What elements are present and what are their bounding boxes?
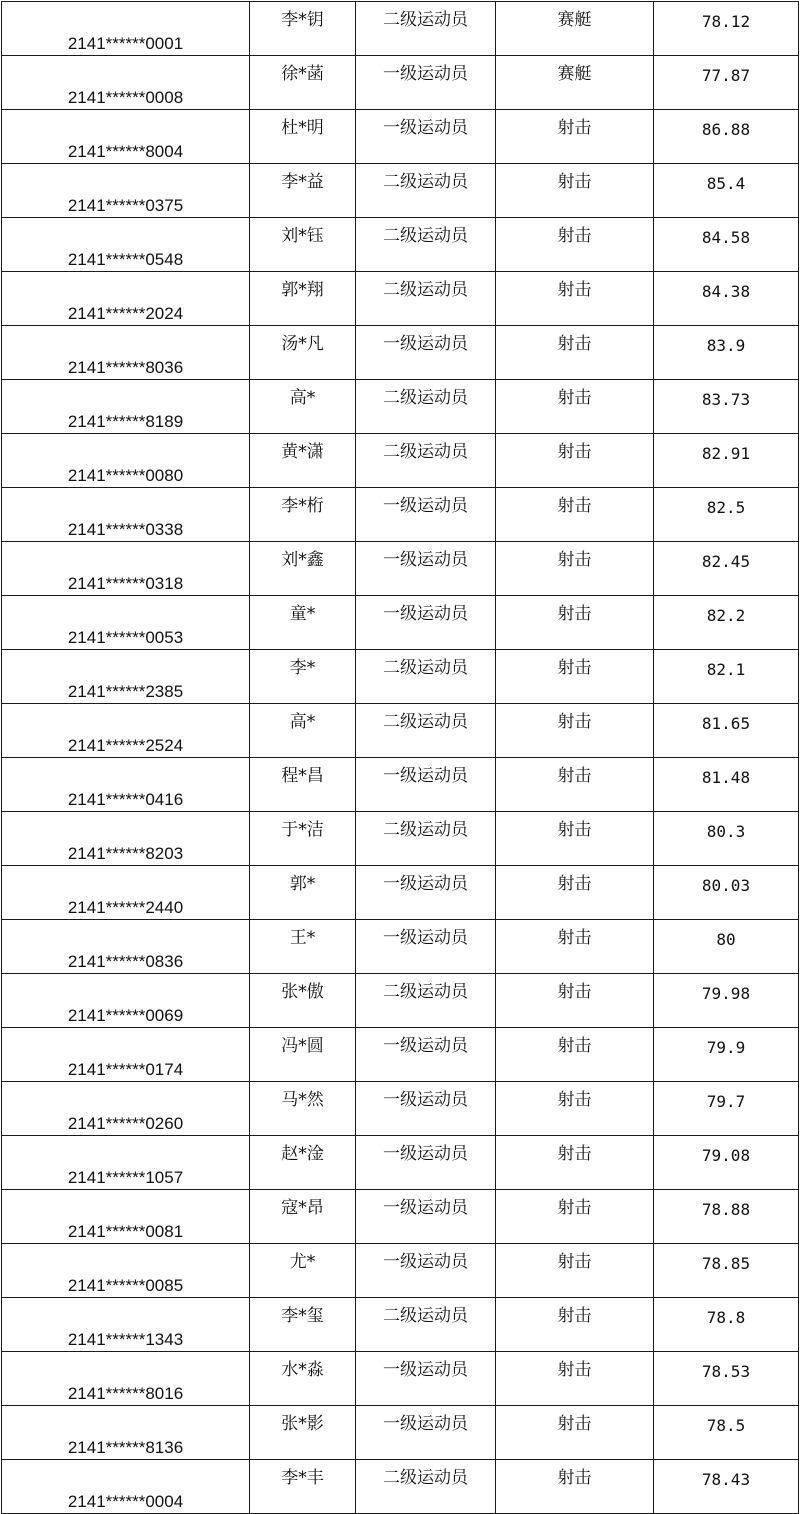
candidate-id-cell: 2141******0069 [2, 974, 250, 1028]
sport-event-cell: 射击 [496, 1244, 654, 1298]
table-row [2, 2, 799, 56]
athlete-name-cell: 杜*明 [250, 110, 356, 164]
score-cell: 78.88 [654, 1190, 799, 1244]
candidate-id-cell: 2141******0318 [2, 542, 250, 596]
table-row [2, 596, 799, 650]
sport-event-cell: 赛艇 [496, 56, 654, 110]
score-cell: 81.48 [654, 758, 799, 812]
table-row [2, 542, 799, 596]
score-cell: 79.98 [654, 974, 799, 1028]
table-row [2, 56, 799, 110]
table-row [2, 758, 799, 812]
athlete-level-cell: 二级运动员 [356, 434, 496, 488]
sport-event-cell: 射击 [496, 1406, 654, 1460]
table-row [2, 164, 799, 218]
athlete-level-cell: 一级运动员 [356, 866, 496, 920]
athlete-name-cell: 刘*鑫 [250, 542, 356, 596]
score-cell: 82.2 [654, 596, 799, 650]
athlete-name-cell: 郭* [250, 866, 356, 920]
athlete-level-cell: 二级运动员 [356, 164, 496, 218]
athlete-level-cell: 一级运动员 [356, 542, 496, 596]
sport-event-cell: 射击 [496, 272, 654, 326]
candidate-id-cell: 2141******0081 [2, 1190, 250, 1244]
candidate-id-cell: 2141******0080 [2, 434, 250, 488]
table-row [2, 434, 799, 488]
sport-event-cell: 射击 [496, 1082, 654, 1136]
athlete-level-cell: 一级运动员 [356, 1190, 496, 1244]
score-cell: 84.58 [654, 218, 799, 272]
score-cell: 86.88 [654, 110, 799, 164]
score-cell: 79.08 [654, 1136, 799, 1190]
athlete-name-cell: 赵*淦 [250, 1136, 356, 1190]
table-row [2, 380, 799, 434]
sport-event-cell: 射击 [496, 704, 654, 758]
sport-event-cell: 射击 [496, 542, 654, 596]
athlete-level-cell: 一级运动员 [356, 920, 496, 974]
athlete-level-cell: 一级运动员 [356, 110, 496, 164]
score-cell: 80 [654, 920, 799, 974]
athlete-name-cell: 王* [250, 920, 356, 974]
athlete-name-cell: 李* [250, 650, 356, 704]
candidate-id-cell: 2141******2524 [2, 704, 250, 758]
sport-event-cell: 射击 [496, 974, 654, 1028]
score-cell: 79.7 [654, 1082, 799, 1136]
score-cell: 84.38 [654, 272, 799, 326]
athlete-name-cell: 张*傲 [250, 974, 356, 1028]
candidate-id-cell: 2141******8136 [2, 1406, 250, 1460]
athlete-level-cell: 二级运动员 [356, 1460, 496, 1514]
athlete-name-cell: 徐*菡 [250, 56, 356, 110]
athlete-level-cell: 一级运动员 [356, 596, 496, 650]
score-cell: 82.91 [654, 434, 799, 488]
candidate-id-cell: 2141******0001 [2, 2, 250, 56]
score-cell: 81.65 [654, 704, 799, 758]
table-row [2, 272, 799, 326]
athlete-name-cell: 李*玺 [250, 1298, 356, 1352]
sport-event-cell: 射击 [496, 1298, 654, 1352]
table-row [2, 650, 799, 704]
athlete-level-cell: 一级运动员 [356, 488, 496, 542]
athlete-name-cell: 李*桁 [250, 488, 356, 542]
candidate-id-cell: 2141******0260 [2, 1082, 250, 1136]
candidate-id-cell: 2141******0338 [2, 488, 250, 542]
table-row [2, 1406, 799, 1460]
candidate-id-cell: 2141******8004 [2, 110, 250, 164]
athlete-level-cell: 一级运动员 [356, 1352, 496, 1406]
athlete-level-cell: 二级运动员 [356, 974, 496, 1028]
athlete-level-cell: 一级运动员 [356, 1136, 496, 1190]
score-cell: 80.03 [654, 866, 799, 920]
candidate-id-cell: 2141******0548 [2, 218, 250, 272]
sport-event-cell: 射击 [496, 920, 654, 974]
athlete-name-cell: 高* [250, 380, 356, 434]
athlete-level-cell: 二级运动员 [356, 272, 496, 326]
score-cell: 82.1 [654, 650, 799, 704]
candidate-id-cell: 2141******2024 [2, 272, 250, 326]
candidate-id-cell: 2141******0053 [2, 596, 250, 650]
athlete-name-cell: 李*益 [250, 164, 356, 218]
athlete-level-cell: 一级运动员 [356, 56, 496, 110]
table-row [2, 812, 799, 866]
candidate-id-cell: 2141******0008 [2, 56, 250, 110]
athlete-name-cell: 童* [250, 596, 356, 650]
sport-event-cell: 射击 [496, 812, 654, 866]
score-cell: 82.45 [654, 542, 799, 596]
roster-body [2, 2, 799, 1514]
score-cell: 82.5 [654, 488, 799, 542]
score-cell: 78.43 [654, 1460, 799, 1514]
athlete-level-cell: 二级运动员 [356, 2, 496, 56]
athlete-level-cell: 二级运动员 [356, 812, 496, 866]
table-row [2, 1028, 799, 1082]
table-row [2, 1136, 799, 1190]
candidate-id-cell: 2141******8203 [2, 812, 250, 866]
athlete-name-cell: 汤*凡 [250, 326, 356, 380]
candidate-id-cell: 2141******8189 [2, 380, 250, 434]
table-row [2, 1460, 799, 1514]
score-cell: 78.85 [654, 1244, 799, 1298]
athlete-name-cell: 郭*翔 [250, 272, 356, 326]
score-cell: 79.9 [654, 1028, 799, 1082]
table-row [2, 920, 799, 974]
athlete-level-cell: 一级运动员 [356, 1082, 496, 1136]
score-cell: 83.73 [654, 380, 799, 434]
candidate-id-cell: 2141******0174 [2, 1028, 250, 1082]
sport-event-cell: 射击 [496, 1190, 654, 1244]
athlete-level-cell: 二级运动员 [356, 218, 496, 272]
sport-event-cell: 射击 [496, 596, 654, 650]
athlete-name-cell: 冯*圆 [250, 1028, 356, 1082]
athlete-level-cell: 一级运动员 [356, 1244, 496, 1298]
table-row [2, 704, 799, 758]
athlete-level-cell: 二级运动员 [356, 650, 496, 704]
athlete-name-cell: 寇*昂 [250, 1190, 356, 1244]
score-cell: 80.3 [654, 812, 799, 866]
athlete-level-cell: 二级运动员 [356, 704, 496, 758]
candidate-id-cell: 2141******0085 [2, 1244, 250, 1298]
sport-event-cell: 射击 [496, 1460, 654, 1514]
sport-event-cell: 射击 [496, 1028, 654, 1082]
athlete-name-cell: 于*洁 [250, 812, 356, 866]
sport-event-cell: 赛艇 [496, 2, 654, 56]
athlete-name-cell: 程*昌 [250, 758, 356, 812]
athlete-name-cell: 刘*钰 [250, 218, 356, 272]
candidate-id-cell: 2141******2385 [2, 650, 250, 704]
athlete-level-cell: 一级运动员 [356, 1028, 496, 1082]
table-row [2, 1352, 799, 1406]
sport-event-cell: 射击 [496, 488, 654, 542]
table-row [2, 1298, 799, 1352]
table-row [2, 866, 799, 920]
sport-event-cell: 射击 [496, 1352, 654, 1406]
athlete-name-cell: 李*丰 [250, 1460, 356, 1514]
table-row [2, 974, 799, 1028]
table-row [2, 218, 799, 272]
candidate-id-cell: 2141******2440 [2, 866, 250, 920]
score-cell: 85.4 [654, 164, 799, 218]
athlete-roster-table [1, 1, 799, 1514]
sport-event-cell: 射击 [496, 1136, 654, 1190]
athlete-level-cell: 一级运动员 [356, 758, 496, 812]
candidate-id-cell: 2141******8036 [2, 326, 250, 380]
athlete-level-cell: 一级运动员 [356, 326, 496, 380]
score-cell: 83.9 [654, 326, 799, 380]
candidate-id-cell: 2141******0836 [2, 920, 250, 974]
candidate-id-cell: 2141******0004 [2, 1460, 250, 1514]
sport-event-cell: 射击 [496, 650, 654, 704]
athlete-level-cell: 二级运动员 [356, 1298, 496, 1352]
score-cell: 78.8 [654, 1298, 799, 1352]
sport-event-cell: 射击 [496, 326, 654, 380]
athlete-level-cell: 二级运动员 [356, 380, 496, 434]
candidate-id-cell: 2141******1057 [2, 1136, 250, 1190]
athlete-name-cell: 黄*潇 [250, 434, 356, 488]
athlete-name-cell: 李*钥 [250, 2, 356, 56]
sport-event-cell: 射击 [496, 866, 654, 920]
table-row [2, 1244, 799, 1298]
athlete-name-cell: 高* [250, 704, 356, 758]
sport-event-cell: 射击 [496, 110, 654, 164]
sport-event-cell: 射击 [496, 380, 654, 434]
athlete-name-cell: 马*然 [250, 1082, 356, 1136]
candidate-id-cell: 2141******8016 [2, 1352, 250, 1406]
athlete-name-cell: 张*影 [250, 1406, 356, 1460]
table-row [2, 1082, 799, 1136]
athlete-name-cell: 水*淼 [250, 1352, 356, 1406]
athlete-level-cell: 一级运动员 [356, 1406, 496, 1460]
sport-event-cell: 射击 [496, 758, 654, 812]
score-cell: 78.5 [654, 1406, 799, 1460]
table-row [2, 488, 799, 542]
sport-event-cell: 射击 [496, 434, 654, 488]
sport-event-cell: 射击 [496, 164, 654, 218]
athlete-name-cell: 尤* [250, 1244, 356, 1298]
sport-event-cell: 射击 [496, 218, 654, 272]
candidate-id-cell: 2141******0375 [2, 164, 250, 218]
candidate-id-cell: 2141******0416 [2, 758, 250, 812]
score-cell: 78.12 [654, 2, 799, 56]
candidate-id-cell: 2141******1343 [2, 1298, 250, 1352]
table-row [2, 1190, 799, 1244]
table-row [2, 110, 799, 164]
score-cell: 77.87 [654, 56, 799, 110]
score-cell: 78.53 [654, 1352, 799, 1406]
table-row [2, 326, 799, 380]
